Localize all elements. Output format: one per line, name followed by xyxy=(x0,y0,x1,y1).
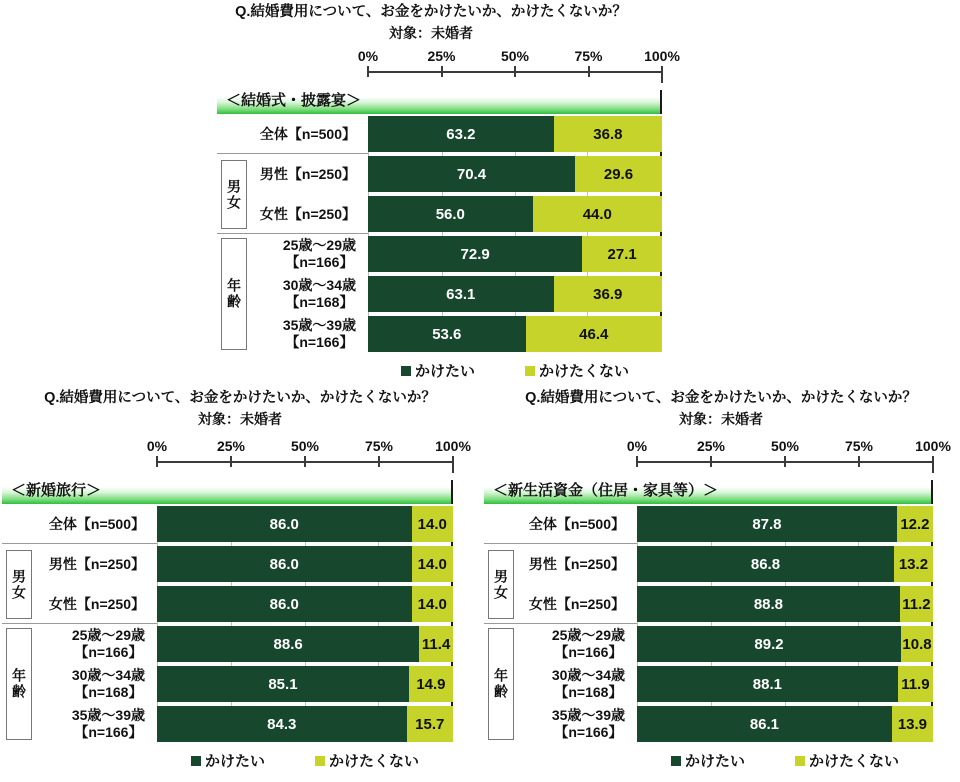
table-row xyxy=(484,546,933,582)
bar-segment-want xyxy=(637,626,901,662)
bar-segment-want xyxy=(637,586,900,622)
category-label-line1: 女性【n=250】 xyxy=(528,595,625,612)
x-axis-tick xyxy=(156,456,158,467)
group-box-age: 年齢 xyxy=(6,628,32,740)
legend-label: かけたくない xyxy=(539,363,630,380)
plot-area xyxy=(484,506,933,742)
value-label: 53.6 xyxy=(432,325,462,343)
value-label: 89.2 xyxy=(754,635,784,653)
chart-title: Q.結婚費用について、お金をかけたいか、かけたくないか？ xyxy=(525,390,917,406)
category-label-line1: 25歳～29歳 xyxy=(551,627,625,643)
bar-segment-notwant xyxy=(419,626,453,662)
value-label: 86.0 xyxy=(269,595,299,613)
stacked-bar xyxy=(637,666,933,702)
section-label: ＜新生活資金（住居・家具等）＞ xyxy=(493,482,719,499)
plot-area xyxy=(217,116,662,352)
category-label-line1: 男性【n=250】 xyxy=(259,165,356,182)
value-label: 36.8 xyxy=(593,125,623,143)
category-label-line2: 【n=168】 xyxy=(554,684,623,700)
table-row xyxy=(2,546,453,582)
group-box-gender: 男女 xyxy=(488,550,514,619)
x-axis xyxy=(146,438,471,470)
legend xyxy=(368,360,662,381)
legend-item-want xyxy=(671,750,745,771)
legend-swatch-want xyxy=(671,756,681,766)
category-label-line1: 35歳～39歳 xyxy=(282,317,356,333)
value-label: 12.2 xyxy=(900,515,930,533)
table-row xyxy=(217,316,662,352)
stacked-bar xyxy=(157,586,453,622)
bar-segment-notwant xyxy=(412,586,453,622)
x-tick-label: 100% xyxy=(915,438,951,454)
category-label-line1: 全体【n=500】 xyxy=(48,515,145,532)
value-label: 44.0 xyxy=(582,205,612,223)
value-label: 11.2 xyxy=(902,595,931,613)
category-label-line1: 男性【n=250】 xyxy=(528,555,625,572)
plot-area xyxy=(2,506,453,742)
section-label: ＜新婚旅行＞ xyxy=(11,482,102,499)
value-label: 27.1 xyxy=(607,245,637,263)
group-box-gender: 男女 xyxy=(221,160,247,229)
bar-segment-notwant xyxy=(412,506,453,542)
table-row xyxy=(217,196,662,232)
stacked-bar xyxy=(637,586,933,622)
bar-segment-want xyxy=(157,666,409,702)
stacked-bar xyxy=(157,626,453,662)
legend-label: かけたくない xyxy=(809,753,900,770)
legend-swatch-want xyxy=(401,366,411,376)
bar-segment-notwant xyxy=(533,196,662,232)
section-band xyxy=(484,480,933,504)
value-label: 10.8 xyxy=(902,635,932,653)
x-tick-label: 75% xyxy=(844,438,874,454)
x-axis-tick xyxy=(230,456,232,467)
table-row xyxy=(484,506,933,542)
stacked-bar xyxy=(368,116,662,152)
stacked-bar xyxy=(368,196,662,232)
category-label-line1: 女性【n=250】 xyxy=(259,205,356,222)
x-tick-label: 0% xyxy=(357,48,379,64)
group-box-age: 年齢 xyxy=(221,238,247,350)
category-label-line1: 25歳～29歳 xyxy=(282,237,356,253)
legend xyxy=(637,750,933,771)
table-row xyxy=(2,586,453,622)
chart-subtitle: 対象：未婚者 xyxy=(389,25,473,41)
legend-item-want xyxy=(191,750,265,771)
x-tick-label: 0% xyxy=(146,438,168,454)
legend-item-want xyxy=(401,360,475,381)
legend-item-notwant xyxy=(795,750,899,771)
bar-segment-want xyxy=(157,506,412,542)
x-axis-tick xyxy=(304,456,306,467)
legend-swatch-want xyxy=(191,756,201,766)
stacked-bar xyxy=(368,156,662,192)
x-axis-tick xyxy=(367,66,369,77)
category-label xyxy=(217,116,368,152)
x-axis-tick xyxy=(441,66,443,77)
section-label: ＜結婚式・披露宴＞ xyxy=(226,92,362,109)
value-label: 85.1 xyxy=(268,675,298,693)
legend-swatch-notwant xyxy=(795,756,805,766)
value-label: 72.9 xyxy=(460,245,490,263)
category-label-line1: 30歳～34歳 xyxy=(282,277,356,293)
bar-segment-notwant xyxy=(894,546,933,582)
category-label xyxy=(2,506,157,542)
x-tick-label: 75% xyxy=(364,438,394,454)
legend-item-notwant xyxy=(525,360,629,381)
value-label: 11.4 xyxy=(421,635,451,653)
table-row xyxy=(217,116,662,152)
value-label: 88.8 xyxy=(753,595,784,613)
value-label: 56.0 xyxy=(435,205,465,223)
bar-segment-want xyxy=(368,116,554,152)
x-tick-label: 50% xyxy=(770,438,800,454)
x-tick-label: 50% xyxy=(500,48,530,64)
legend-swatch-notwant xyxy=(315,756,325,766)
stacked-bar xyxy=(368,276,662,312)
x-axis-tick xyxy=(378,456,380,467)
value-label: 86.1 xyxy=(749,715,780,733)
chart-wedding-ceremony xyxy=(182,2,680,381)
table-row xyxy=(2,626,453,662)
value-label: 70.4 xyxy=(456,165,487,183)
x-axis-tick xyxy=(932,456,934,473)
label-separator xyxy=(484,623,637,624)
group-box-age: 年齢 xyxy=(488,628,514,740)
bar-segment-want xyxy=(637,666,898,702)
category-label-line2: 【n=166】 xyxy=(285,254,354,270)
legend-swatch-notwant xyxy=(525,366,535,376)
x-axis xyxy=(357,48,680,80)
bar-segment-want xyxy=(368,276,554,312)
value-label: 13.9 xyxy=(897,715,928,733)
chart-new-life-funds xyxy=(484,388,958,771)
stacked-bar xyxy=(368,236,662,272)
table-row xyxy=(217,276,662,312)
x-axis xyxy=(626,438,951,470)
bar-segment-want xyxy=(368,236,582,272)
category-label-line2: 【n=166】 xyxy=(554,644,623,660)
x-axis-tick xyxy=(710,456,712,467)
legend-label: かけたい xyxy=(204,753,265,770)
bar-segment-notwant xyxy=(901,626,933,662)
x-axis-tick xyxy=(588,66,590,77)
chart-title: Q.結婚費用について、お金をかけたいか、かけたくないか？ xyxy=(44,390,436,406)
value-label: 15.7 xyxy=(415,715,445,733)
value-label: 86.0 xyxy=(269,515,299,533)
x-tick-label: 100% xyxy=(644,48,680,64)
category-label-line1: 25歳～29歳 xyxy=(71,627,145,643)
bar-segment-want xyxy=(157,626,419,662)
x-axis-tick xyxy=(452,456,454,473)
value-label: 87.8 xyxy=(752,515,782,533)
bar-segment-notwant xyxy=(897,506,933,542)
label-separator xyxy=(2,543,157,544)
bar-segment-notwant xyxy=(900,586,933,622)
value-label: 14.9 xyxy=(416,675,446,693)
stacked-bar xyxy=(157,546,453,582)
bar-segment-want xyxy=(368,196,533,232)
value-label: 86.0 xyxy=(269,555,299,573)
x-axis-tick xyxy=(514,66,516,77)
legend-label: かけたい xyxy=(684,753,745,770)
stacked-bar xyxy=(368,316,662,352)
x-axis-tick xyxy=(858,456,860,467)
stacked-bar xyxy=(157,666,453,702)
bar-segment-notwant xyxy=(407,706,453,742)
bar-segment-notwant xyxy=(575,156,662,192)
category-label-line1: 30歳～34歳 xyxy=(551,667,625,683)
x-axis-tick xyxy=(661,66,663,83)
chart-title: Q.結婚費用について、お金をかけたいか、かけたくないか？ xyxy=(235,4,627,20)
table-row xyxy=(217,156,662,192)
category-label-line1: 男性【n=250】 xyxy=(48,555,145,572)
section-band xyxy=(217,90,662,114)
table-row xyxy=(2,666,453,702)
category-label-line1: 全体【n=500】 xyxy=(528,515,625,532)
x-tick-label: 0% xyxy=(626,438,648,454)
label-separator xyxy=(217,153,368,154)
category-label-line2: 【n=168】 xyxy=(285,294,354,310)
x-tick-label: 25% xyxy=(427,48,456,64)
bar-segment-want xyxy=(157,546,412,582)
x-tick-label: 25% xyxy=(696,438,726,454)
bar-segment-want xyxy=(368,156,575,192)
value-label: 86.8 xyxy=(750,555,781,573)
legend-item-notwant xyxy=(315,750,419,771)
x-tick-label: 100% xyxy=(435,438,471,454)
value-label: 14.0 xyxy=(417,515,447,533)
table-row xyxy=(484,706,933,742)
stacked-bar xyxy=(157,706,453,742)
value-label: 84.3 xyxy=(267,715,297,733)
stacked-bar xyxy=(157,506,453,542)
bar-segment-want xyxy=(157,586,412,622)
value-label: 63.1 xyxy=(446,285,476,303)
x-axis-tick xyxy=(636,456,638,467)
chart-subtitle: 対象：未婚者 xyxy=(679,411,763,427)
table-row xyxy=(2,506,453,542)
label-separator xyxy=(217,233,368,234)
x-axis-tick xyxy=(784,456,786,467)
value-label: 29.6 xyxy=(603,165,634,183)
x-tick-label: 75% xyxy=(574,48,603,64)
category-label-line2: 【n=166】 xyxy=(285,334,354,350)
x-tick-label: 50% xyxy=(290,438,320,454)
category-label-line2: 【n=166】 xyxy=(74,644,143,660)
table-row xyxy=(217,236,662,272)
value-label: 63.2 xyxy=(446,125,476,143)
legend-label: かけたくない xyxy=(329,753,420,770)
table-row xyxy=(484,586,933,622)
legend-label: かけたい xyxy=(414,363,475,380)
value-label: 14.0 xyxy=(417,555,447,573)
chart-honeymoon xyxy=(2,388,478,771)
value-label: 13.2 xyxy=(898,555,929,573)
x-tick-label: 25% xyxy=(216,438,246,454)
value-label: 88.6 xyxy=(273,635,303,653)
value-label: 14.0 xyxy=(417,595,447,613)
table-row xyxy=(2,706,453,742)
bar-segment-want xyxy=(637,546,894,582)
bar-segment-notwant xyxy=(412,546,453,582)
value-label: 11.9 xyxy=(901,675,930,693)
category-label xyxy=(484,506,637,542)
label-separator xyxy=(484,543,637,544)
category-label-line1: 女性【n=250】 xyxy=(48,595,145,612)
section-band xyxy=(2,480,453,504)
category-label-line1: 全体【n=500】 xyxy=(259,125,356,142)
stacked-bar xyxy=(637,626,933,662)
value-label: 46.4 xyxy=(579,325,609,343)
category-label-line1: 35歳～39歳 xyxy=(71,707,145,723)
category-label-line1: 30歳～34歳 xyxy=(71,667,145,683)
stacked-bar xyxy=(637,706,933,742)
bar-segment-notwant xyxy=(554,276,662,312)
table-row xyxy=(484,626,933,662)
chart-subtitle: 対象：未婚者 xyxy=(198,411,282,427)
category-label-line2: 【n=168】 xyxy=(74,684,143,700)
bar-segment-notwant xyxy=(892,706,933,742)
value-label: 36.9 xyxy=(593,285,623,303)
bar-segment-notwant xyxy=(554,116,662,152)
stacked-bar xyxy=(637,546,933,582)
label-separator xyxy=(2,623,157,624)
group-box-gender: 男女 xyxy=(6,550,32,619)
bar-segment-notwant xyxy=(409,666,453,702)
category-label-line1: 35歳～39歳 xyxy=(551,707,625,723)
bar-segment-notwant xyxy=(582,236,662,272)
bar-segment-want xyxy=(637,706,892,742)
legend xyxy=(157,750,453,771)
category-label-line2: 【n=166】 xyxy=(554,724,623,740)
bar-segment-want xyxy=(637,506,897,542)
stacked-bar xyxy=(637,506,933,542)
category-label-line2: 【n=166】 xyxy=(74,724,143,740)
bar-segment-want xyxy=(157,706,407,742)
bar-segment-want xyxy=(368,316,526,352)
bar-segment-notwant xyxy=(526,316,662,352)
value-label: 88.1 xyxy=(752,675,782,693)
bar-segment-notwant xyxy=(898,666,933,702)
table-row xyxy=(484,666,933,702)
